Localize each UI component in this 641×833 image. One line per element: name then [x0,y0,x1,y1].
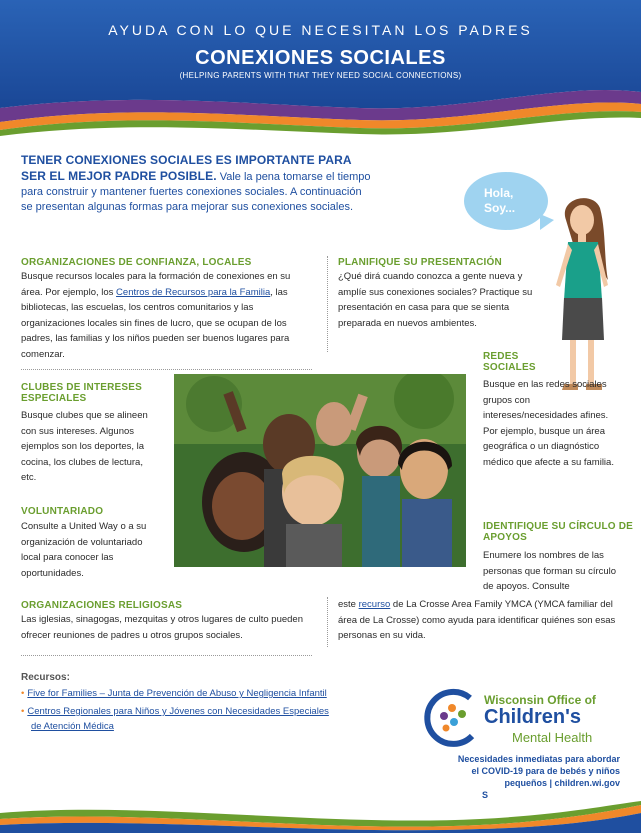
intro-paragraph [21,153,371,215]
logo-line1: Wisconsin Office of [484,693,596,707]
group-photo-illustration [174,374,466,567]
heading-clubes: CLUBES DE INTERESES ESPECIALES [21,382,143,404]
bullet-icon: • [21,706,25,717]
text-organizaciones-b: , las bibliotecas, las escuelas, los centros comunitarios y las organizaciones locales sin fines de lucro, que se ocupan de los padres, las familias y los niños pueden ser buenos lugares para comenzar. [21,286,290,360]
resource-link-centros-regionales[interactable]: Centros Regionales para Niños y Jóvenes con Necesidades Especiales [27,706,329,717]
speech-bubble-line2: Soy... [484,201,516,215]
text-organizaciones-a: Busque recursos locales para la formación de conexiones en su área. Por ejemplo, los [21,271,291,298]
heading-circulo: IDENTIFIQUE SU CÍRCULO DE APOYOS [483,521,634,543]
heading-voluntariado: VOLUNTARIADO [21,506,104,517]
logo-note-line3: pequeños | children.wi.gov [504,778,620,788]
heading-organizaciones: ORGANIZACIONES DE CONFIANZA, LOCALES [21,257,252,268]
wocmh-logo [422,688,622,750]
link-recurso[interactable]: recurso [358,599,391,610]
text-circulo-c: de La Crosse Area Family YMCA (YMCA familiar del área de La Crosse) como ayuda para identificar quiénes son esas personas en su vida. [338,599,616,641]
text-circulo-b1: este [338,599,359,610]
heading-planifique: PLANIFIQUE SU PRESENTACIÓN [338,257,502,268]
vertical-divider [327,256,328,352]
intro-body: Vale la pena tomarse el tiempo para construir y mantener fuertes conexiones sociales. A continuación se presentan algunas formas para mejorar sus conexiones sociales. [21,171,371,213]
page-title: CONEXIONES SOCIALES [195,47,446,69]
logo-line2: Children's [484,706,581,728]
resource-item-centros-regionales[interactable] [21,704,329,719]
page-subtitle: (HELPING PARENTS WITH THAT THEY NEED SOCIAL CONNECTIONS) [179,71,462,80]
resource-item-five-for-families[interactable] [21,686,327,701]
text-planifique: ¿Qué dirá cuando conozca a gente nueva y amplíe sus conexiones sociales? Practique su presentación en casa para que se sienta preparada en nuevos ambientes. [338,271,533,329]
speech-bubble-line1: Hola, [484,186,514,200]
text-organizaciones [21,269,311,362]
resource-link-continuation[interactable]: de Atención Médica [31,721,114,732]
logo-line3: Mental Health [512,730,593,745]
intro-lead: TENER CONEXIONES SOCIALES ES IMPORTANTE PARA SER EL MEJOR PADRE POSIBLE. [21,153,352,183]
woman-illustration [548,190,618,395]
resource-link-five-for-families[interactable]: Five for Families – Junta de Prevención de Abuso y Negligencia Infantil [27,688,327,699]
heading-religiosas: ORGANIZACIONES RELIGIOSAS [21,600,183,611]
bullet-icon: • [21,688,25,699]
logo-mark-icon [422,688,482,748]
logo-note-line2: el COVID-19 para de bebés y niños [471,766,620,776]
speech-bubble [464,172,548,230]
logo-note-line4: S [482,790,489,800]
divider [21,655,312,656]
resource-item-continuation[interactable] [31,719,114,734]
group-photo [174,374,466,567]
vertical-divider [327,597,328,647]
header-banner [0,0,641,140]
text-clubes: Busque clubes que se alineen con sus intereses. Algunos ejemplos son los deportes, la cocina, los clubes de lectura, etc. [21,410,148,483]
text-circulo-b [338,597,623,644]
text-redes: Busque en las redes sociales grupos con intereses/necesidades afines. Por ejemplo, busque un área geográfica o un diagnóstico médico que afecte a su familia. [483,379,614,468]
footer-wave-graphic [0,783,641,833]
text-circulo-a: Enumere los nombres de las personas que forman su círculo de apoyos. Consulte [483,550,617,592]
heading-redes: REDES SOCIALES [483,351,536,373]
resources-title: Recursos: [21,672,70,683]
header-wave-graphic [0,0,641,140]
text-voluntariado: Consulte a United Way o a su organización de voluntariado local para conocer las oportunidades. [21,521,147,579]
header-kicker: AYUDA CON LO QUE NECESITAN LOS PADRES [108,22,533,38]
logo-note-line1: Necesidades inmediatas para abordar [457,754,620,764]
text-religiosas: Las iglesias, sinagogas, mezquitas y otros lugares de culto pueden ofrecer reuniones de padres u otros grupos sociales. [21,614,304,641]
divider [21,369,312,370]
link-centros-recursos[interactable]: Centros de Recursos para la Familia [116,286,271,298]
